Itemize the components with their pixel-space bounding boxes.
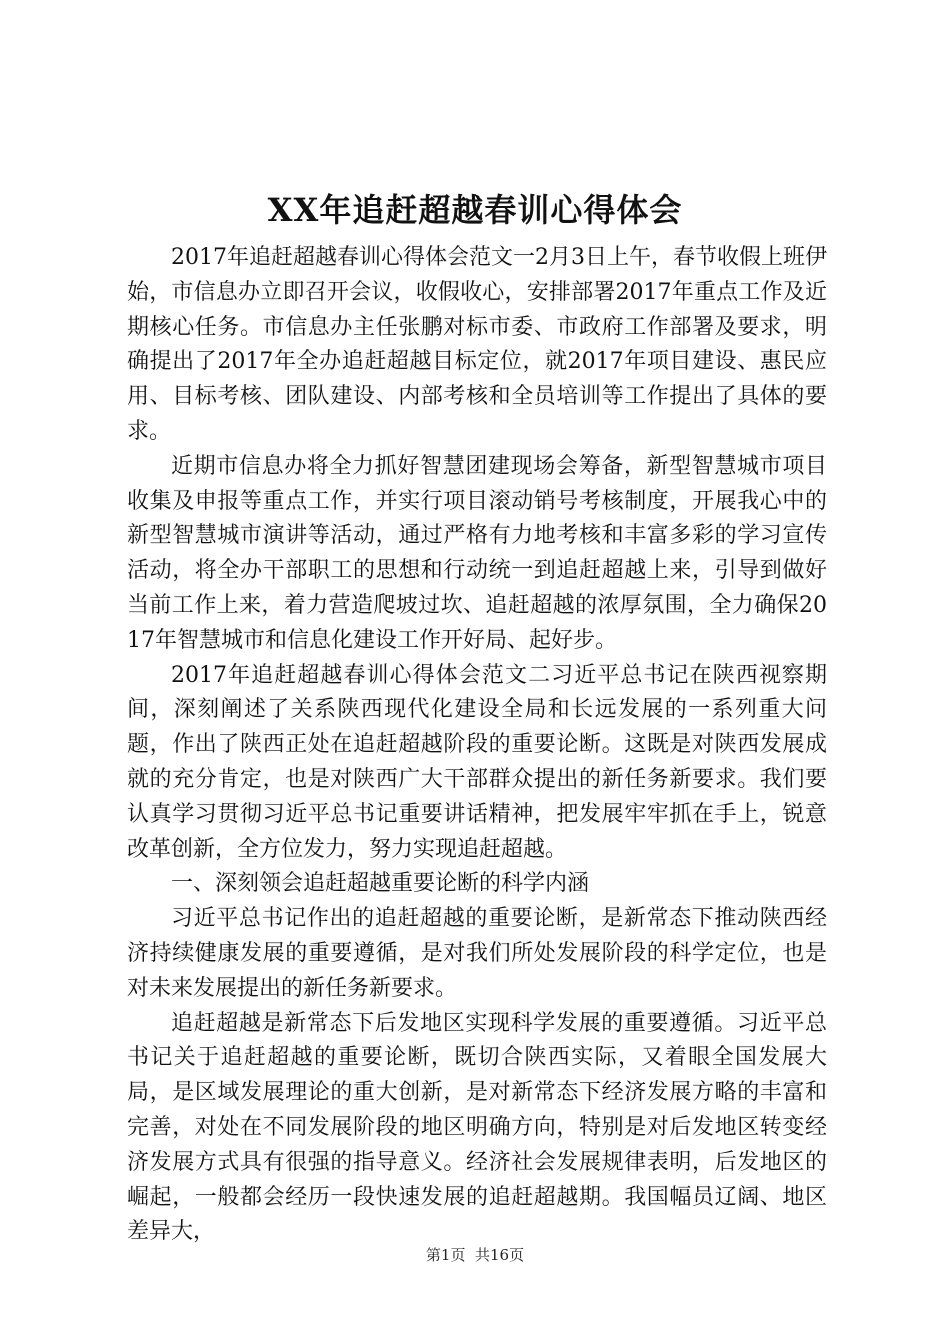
paragraph-1: 2017年追赶超越春训心得体会范文一2月3日上午，春节收假上班伊始，市信息办立即召开会议，收假收心，安排部署2017年重点工作及近期核心任务。市信息办主任张鹏对标市委、市政府工作部署及要求，明确提出了2017年全办追赶超越目标定位，就2017年项目建设、惠民应用、目标考核、团队建设、内部考核和全员培训等工作提出了具体的要求。	[127, 245, 827, 444]
document-title: XX年追赶超越春训心得体会	[267, 191, 683, 229]
page-number: 第1页	[425, 1246, 466, 1264]
paragraph-3: 2017年追赶超越春训心得体会范文二习近平总书记在陕西视察期间，深刻阐述了关系陕西现代化建设全局和长远发展的一系列重大问题，作出了陕西正处在追赶超越阶段的重要论断。这既是对陕西发展成就的充分肯定，也是对陕西广大干部群众提出的新任务新要求。我们要认真学习贯彻习近平总书记重要讲话精神，把发展牢牢抓在手上，锐意改革创新，全方位发力，努力实现追赶超越。	[127, 662, 827, 862]
paragraph-5: 追赶超越是新常态下后发地区实现科学发展的重要遵循。习近平总书记关于追赶超越的重要论断，既切合陕西实际，又着眼全国发展大局，是区域发展理论的重大创新，是对新常态下经济发展方略的丰富和完善，对处在不同发展阶段的地区明确方向，特别是对后发地区转变经济发展方式具有很强的指导意义。经济社会发展规律表明，后发地区的崛起，一般都会经历一段快速发展的追赶超越期。我国幅员辽阔、地区差异大，	[127, 1010, 827, 1245]
page-footer	[0, 1244, 950, 1266]
paragraph-2: 近期市信息办将全力抓好智慧团建现场会筹备，新型智慧城市项目收集及申报等重点工作，并实行项目滚动销号考核制度，开展我心中的新型智慧城市演讲等活动，通过严格有力地考核和丰富多彩的学习宣传活动，将全办干部职工的思想和行动统一到追赶超越上来，引导到做好当前工作上来，着力营造爬坡过坎、追赶超越的浓厚氛围，全力确保2017年智慧城市和信息化建设工作开好局、起好步。	[127, 453, 827, 653]
footer-spacer	[465, 1246, 475, 1264]
document-body	[127, 241, 827, 1250]
section-heading-1: 一、深刻领会追赶超越重要论断的科学内涵	[171, 871, 590, 897]
paragraph-4: 习近平总书记作出的追赶超越的重要论断，是新常态下推动陕西经济持续健康发展的重要遵循，是对我们所处发展阶段的科学定位，也是对未来发展提出的新任务新要求。	[127, 906, 827, 1001]
page-total: 共16页	[475, 1246, 525, 1264]
